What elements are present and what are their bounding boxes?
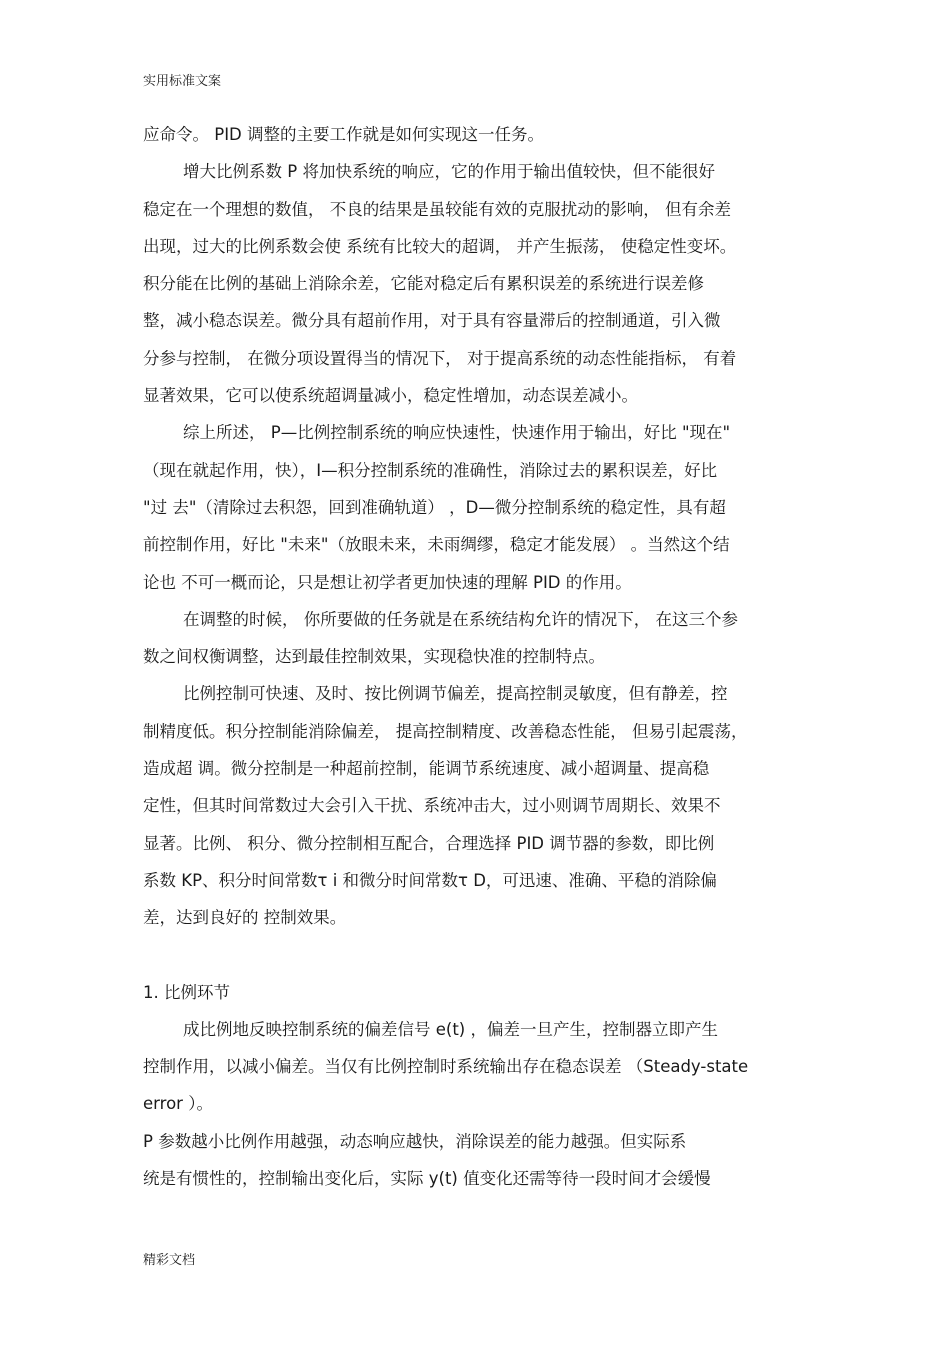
- text-line: 控制作用，以减小偏差。当仅有比例控制时系统输出存在稳态误差 （Steady-state: [143, 1057, 749, 1077]
- text-line: 成比例地反映控制系统的偏差信号 e(t) ，偏差一旦产生，控制器立即产生: [183, 1019, 718, 1039]
- text-line: 出现，过大的比例系数会使 系统有比较大的超调， 并产生振荡， 使稳定性变坏。: [143, 236, 737, 256]
- text-line: P 参数越小比例作用越强，动态响应越快，消除误差的能力越强。但实际系: [143, 1131, 687, 1151]
- body-text: [143, 124, 813, 1205]
- text-line: 在调整的时候， 你所要做的任务就是在系统结构允许的情况下， 在这三个参: [183, 609, 738, 629]
- text-line: 定性，但其时间常数过大会引入干扰、系统冲击大，过小则调节周期长、效果不: [143, 796, 721, 816]
- text-line: "过 去"（清除过去积怨，回到准确轨道） ，D—微分控制系统的稳定性，具有超: [143, 497, 726, 517]
- text-line: 整，减小稳态误差。微分具有超前作用，对于具有容量滞后的控制通道，引入微: [143, 311, 721, 331]
- text-line: 系数 KP、积分时间常数τ i 和微分时间常数τ D，可迅速、准确、平稳的消除偏: [143, 870, 717, 890]
- blank-line: [143, 945, 813, 982]
- text-line: 比例控制可快速、及时、按比例调节偏差，提高控制灵敏度，但有静差，控: [183, 684, 728, 704]
- section-heading: 1. 比例环节: [143, 982, 230, 1002]
- text-line: 稳定在一个理想的数值， 不良的结果是虽较能有效的克服扰动的影响， 但有余差: [143, 199, 731, 219]
- text-line: 论也 不可一概而论，只是想让初学者更加快速的理解 PID 的作用。: [143, 572, 632, 592]
- text-line: （现在就起作用，快），I—积分控制系统的准确性，消除过去的累积误差，好比: [143, 460, 718, 480]
- text-line: 前控制作用，好比 "未来"（放眼未来，未雨绸缪，稳定才能发展） 。当然这个结: [143, 535, 730, 555]
- page-footer: 精彩文档: [143, 1253, 196, 1268]
- text-line: error ）。: [143, 1094, 213, 1114]
- text-line: 差，达到良好的 控制效果。: [143, 908, 347, 928]
- text-line: 造成超 调。微分控制是一种超前控制，能调节系统速度、减小超调量、提高稳: [143, 759, 710, 779]
- text-line: 积分能在比例的基础上消除余差，它能对稳定后有累积误差的系统进行误差修: [143, 274, 704, 294]
- text-line: 制精度低。积分控制能消除偏差， 提高控制精度、改善稳态性能， 但易引起震荡，: [143, 721, 748, 741]
- text-line: 增大比例系数 P 将加快系统的响应，它的作用于输出值较快，但不能很好: [183, 162, 715, 182]
- text-line: 统是有惯性的，控制输出变化后，实际 y(t) 值变化还需等待一段时间才会缓慢: [143, 1169, 711, 1189]
- text-line: 综上所述， P—比例控制系统的响应快速性，快速作用于输出，好比 "现在": [183, 423, 731, 443]
- text-line: 应命令。 PID 调整的主要工作就是如何实现这一任务。: [143, 125, 545, 144]
- text-line: 分参与控制， 在微分项设置得当的情况下， 对于提高系统的动态性能指标， 有着: [143, 348, 737, 368]
- text-line: 显著效果，它可以使系统超调量减小，稳定性增加，动态误差减小。: [143, 386, 638, 406]
- page-header: 实用标准文案: [143, 74, 222, 89]
- text-line: 显著。比例、 积分、微分控制相互配合，合理选择 PID 调节器的参数，即比例: [143, 833, 715, 853]
- text-line: 数之间权衡调整，达到最佳控制效果，实现稳快准的控制特点。: [143, 647, 605, 667]
